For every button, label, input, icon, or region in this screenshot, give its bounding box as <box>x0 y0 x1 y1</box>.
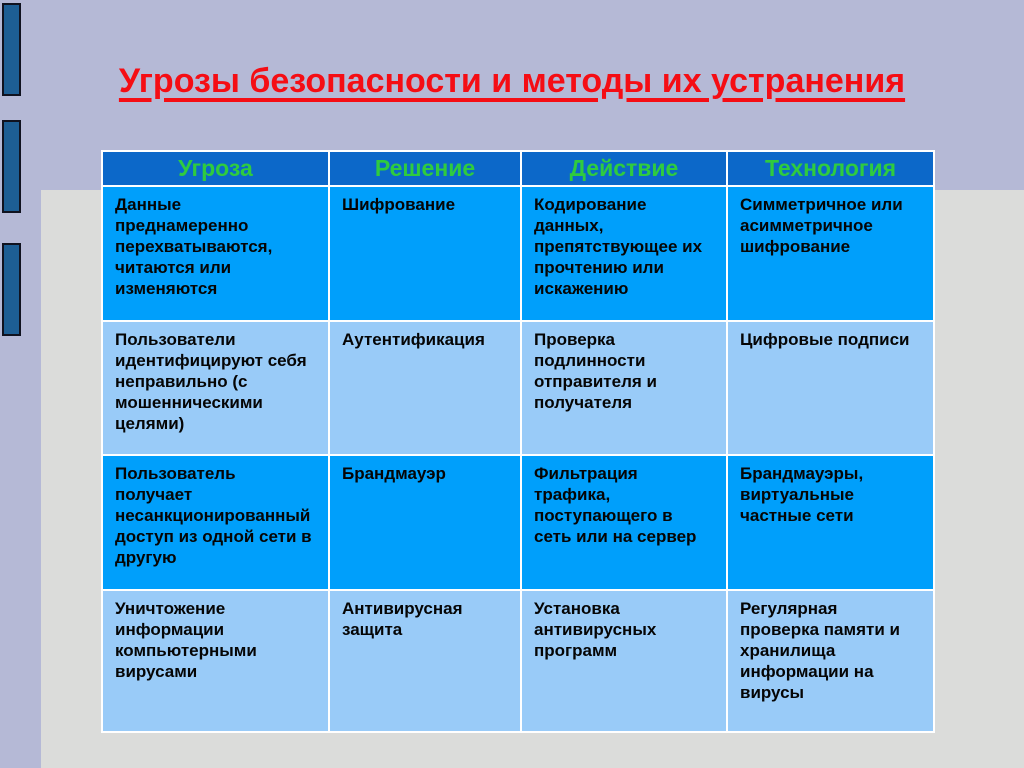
column-header-threat: Угроза <box>102 151 329 186</box>
decorative-bar <box>2 120 21 213</box>
column-header-technology: Технология <box>727 151 934 186</box>
column-header-action: Действие <box>521 151 727 186</box>
decorative-bar <box>2 243 21 336</box>
table-cell: Проверка подлинности отправителя и получателя <box>521 321 727 455</box>
table-cell: Цифровые подписи <box>727 321 934 455</box>
table-cell: Кодирование данных, препятствующее их прочтению или искажению <box>521 186 727 321</box>
table-row <box>102 590 934 732</box>
table-cell: Фильтрация трафика, поступающего в сеть или на сервер <box>521 455 727 590</box>
table-cell: Пользователи идентифицируют себя неправильно (с мошенническими целями) <box>102 321 329 455</box>
table-row <box>102 321 934 455</box>
table-cell: Брандмауэр <box>329 455 521 590</box>
table-row <box>102 186 934 321</box>
table-cell: Аутентификация <box>329 321 521 455</box>
column-header-solution: Решение <box>329 151 521 186</box>
table-cell: Брандмауэры, виртуальные частные сети <box>727 455 934 590</box>
table-cell: Установка антивирусных программ <box>521 590 727 732</box>
table-cell: Симметричное или асимметричное шифрование <box>727 186 934 321</box>
table-cell: Уничтожение информации компьютерными вирусами <box>102 590 329 732</box>
table-cell: Регулярная проверка памяти и хранилища информации на вирусы <box>727 590 934 732</box>
table-row <box>102 455 934 590</box>
threats-table <box>101 150 935 733</box>
table-cell: Пользователь получает несанкционированный доступ из одной сети в другую <box>102 455 329 590</box>
table-header-row <box>102 151 934 186</box>
table-cell: Антивирусная защита <box>329 590 521 732</box>
slide-title <box>0 62 1024 101</box>
table-cell: Данные преднамеренно перехватываются, читаются или изменяются <box>102 186 329 321</box>
table-cell: Шифрование <box>329 186 521 321</box>
slide-title-text: Угрозы безопасности и методы их устранения <box>118 62 906 100</box>
